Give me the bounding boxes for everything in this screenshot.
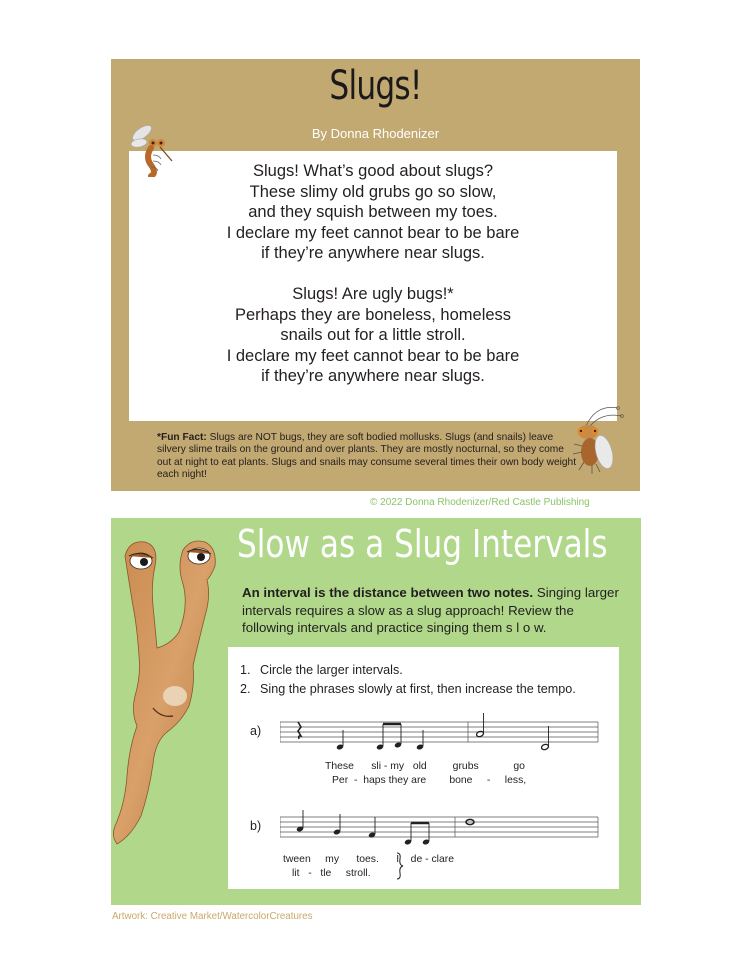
poem-line: if they’re anywhere near slugs. xyxy=(261,367,485,386)
poem-line: snails out for a little stroll. xyxy=(280,326,466,345)
fun-fact xyxy=(157,432,577,482)
fun-fact-label: *Fun Fact: xyxy=(157,432,207,443)
exercise-box xyxy=(228,647,619,889)
intervals-card xyxy=(111,518,641,905)
instruction-item: 2. Sing the phrases slowly at first, then increase the tempo. xyxy=(240,681,576,696)
bug-icon xyxy=(566,404,626,479)
music-staff-b xyxy=(280,805,600,855)
lyrics-b-1: tween my toes. I de - clare xyxy=(283,854,455,865)
poem-line: Perhaps they are boneless, homeless xyxy=(234,305,512,324)
intervals-title: Slow as a Slug Intervals xyxy=(237,522,608,566)
poem-line: and they squish between my toes. xyxy=(248,203,498,222)
fun-fact-text: Slugs are NOT bugs, they are soft bodied mollusks. Slugs (and snails) leave silvery slime trails on the ground and over plants. They are mostly nocturnal, so they come out at night to eat plants. Slugs and snails may consume several times their own body weight each night! xyxy=(157,432,577,481)
intro-text: Singing larger intervals requires a slow as a slug approach! Review the following intervals and practice singing them s l o w. xyxy=(242,585,619,635)
stanza-1 xyxy=(129,161,617,264)
music-staff-a xyxy=(280,710,600,760)
poem-line: Slugs! Are ugly bugs!* xyxy=(292,284,454,303)
poem-line: if they’re anywhere near slugs. xyxy=(261,244,485,263)
exercise-a-label: a) xyxy=(250,724,262,738)
copyright-text: © 2022 Donna Rhodenizer/Red Castle Publishing xyxy=(370,497,590,508)
lyrics-a-1: These sli - my old grubs go xyxy=(325,761,525,772)
poem-title: Slugs! xyxy=(329,63,422,109)
instructions-list xyxy=(240,661,576,698)
instruction-item: 1. Circle the larger intervals. xyxy=(240,663,403,677)
intro-bold: An interval is the distance between two notes. xyxy=(242,585,534,600)
poem-line: These slimy old grubs go so slow, xyxy=(249,182,497,201)
poem-box xyxy=(129,151,617,421)
poem-line: I declare my feet cannot bear to be bare xyxy=(226,346,520,365)
slug-icon xyxy=(111,536,226,856)
brace-icon xyxy=(396,852,404,880)
poem-author: By Donna Rhodenizer xyxy=(311,126,440,141)
lyrics-b-2: lit - tle stroll. xyxy=(292,868,371,879)
mosquito-icon xyxy=(129,121,175,177)
lyrics-a-2: Per - haps they are bone - less, xyxy=(332,775,527,786)
poem-line: I declare my feet cannot bear to be bare xyxy=(226,223,520,242)
intervals-intro xyxy=(242,584,622,637)
stanza-2 xyxy=(129,284,617,387)
exercise-b-label: b) xyxy=(250,819,262,833)
artwork-credit: Artwork: Creative Market/WatercolorCreatures xyxy=(112,911,313,922)
poem-line: Slugs! What’s good about slugs? xyxy=(252,162,493,180)
poem-card xyxy=(111,59,640,491)
